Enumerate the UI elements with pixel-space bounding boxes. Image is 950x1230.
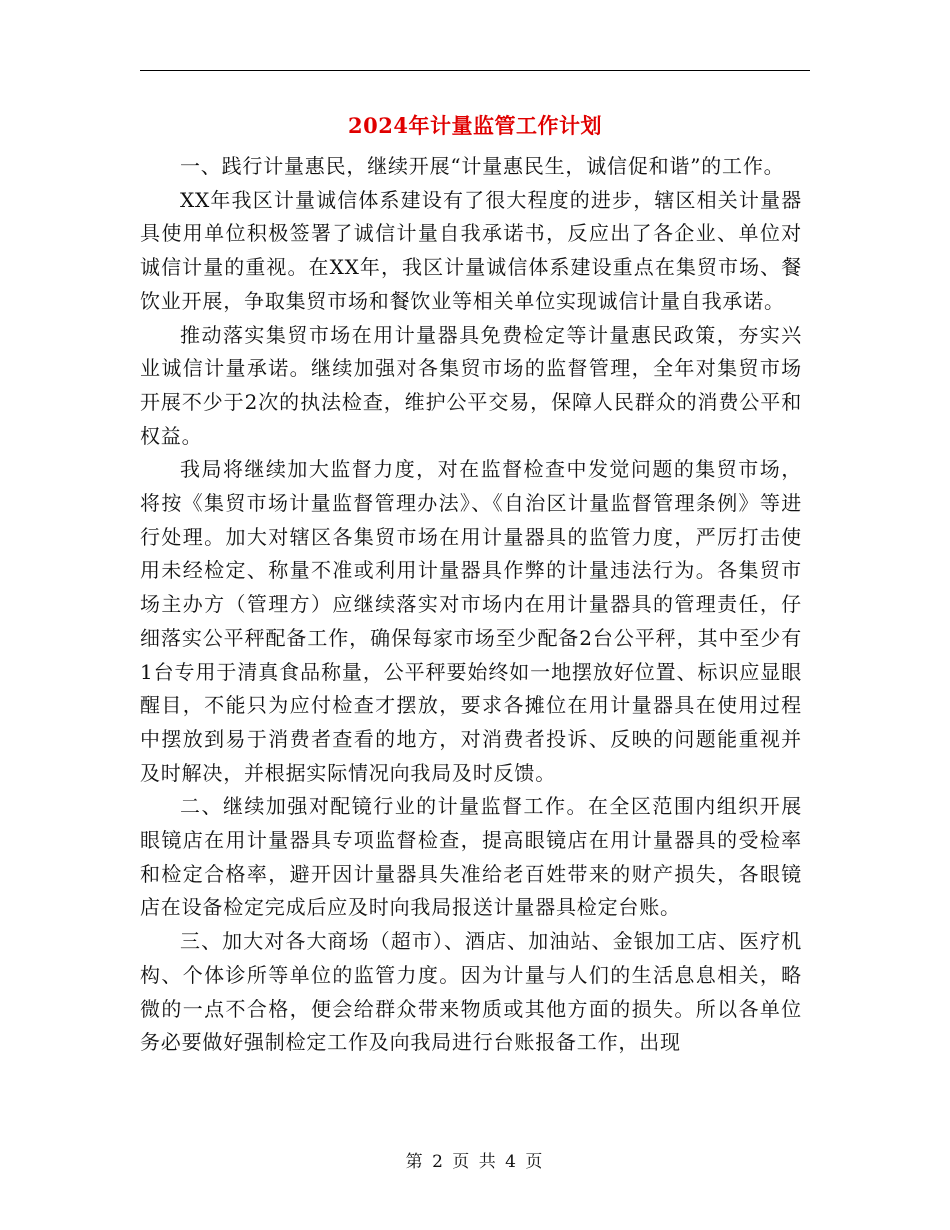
paragraph-supervision: 我局将继续加大监督力度，对在监督检查中发觉问题的集贸市场，将按《集贸市场计量监督管理办法》、《自治区计量监督管理条例》等进行处理。加大对辖区各集贸市场在用计量器具的监管力度，严厉打击使用未经检定、称量不准或利用计量器具作弊的计量违法行为。各集贸市场主办方（管理方）应继续落实对市场内在用计量器具的管理责任，仔细落实公平秤配备工作，确保每家市场至少配备2台公平秤，其中至少有1台专用于清真食品称量，公平秤要始终如一地摆放好位置、标识应显眼醒目，不能只为应付检查才摆放，要求各摊位在用计量器具在使用过程中摆放到易于消费者查看的地方，对消费者投诉、反映的问题能重视并及时解决，并根据实际情况向我局及时反馈。 [140, 457, 802, 785]
paragraph-section-one-heading: 一、践行计量惠民，继续开展“计量惠民生，诚信促和谐”的工作。 [180, 154, 785, 178]
paragraph-section-two-optical: 二、继续加强对配镜行业的计量监督工作。在全区范围内组织开展眼镜店在用计量器具专项监督检查，提高眼镜店在用计量器具的受检率和检定合格率，避开因计量器具失准给老百姓带来的财产损失，各眼镜店在设备检定完成后应及时向我局报送计量器具检定台账。 [140, 794, 802, 920]
paragraph-integrity-system: XX年我区计量诚信体系建设有了很大程度的进步，辖区相关计量器具使用单位积极签署了诚信计量自我承诺书，反应出了各企业、单位对诚信计量的重视。在XX年，我区计量诚信体系建设重点在集贸市场、餐饮业开展，争取集贸市场和餐饮业等相关单位实现诚信计量自我承诺。 [140, 187, 802, 313]
paragraph-market-policy: 推动落实集贸市场在用计量器具免费检定等计量惠民政策，夯实兴业诚信计量承诺。继续加强对各集贸市场的监督管理，全年对集贸市场开展不少于2次的执法检查，维护公平交易，保障人民群众的消费公平和权益。 [140, 322, 802, 448]
paragraph-section-three-businesses: 三、加大对各大商场（超市）、酒店、加油站、金银加工店、医疗机构、个体诊所等单位的监管力度。因为计量与人们的生活息息相关，略微的一点不合格，便会给群众带来物质或其他方面的损失。所以各单位务必要做好强制检定工作及向我局进行台账报备工作，出现 [140, 929, 802, 1055]
document-body [140, 150, 802, 1060]
document-title: 2024年计量监管工作计划 [348, 113, 602, 138]
header-rule [140, 70, 810, 71]
page-number-footer: 第 2 页 共 4 页 [405, 1152, 545, 1172]
